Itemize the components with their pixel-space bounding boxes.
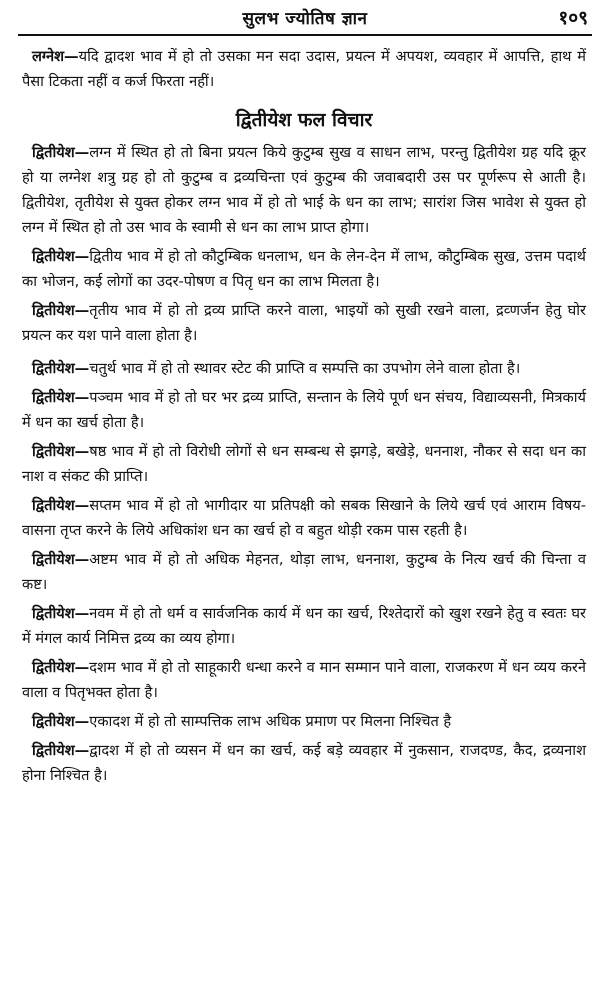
entry-lead: द्वितीयेश— bbox=[32, 360, 90, 377]
section-heading: द्वितीयेश फल विचार bbox=[235, 109, 373, 131]
entry-paragraph bbox=[22, 709, 586, 734]
entry-paragraph bbox=[22, 655, 586, 705]
intro-paragraph bbox=[22, 44, 586, 94]
entry-lead: द्वितीयेश— bbox=[32, 144, 90, 161]
running-header bbox=[18, 0, 592, 36]
entry-text: अष्टम भाव में हो तो अधिक मेहनत, थोड़ा लाभ, धननाश, कुटुम्ब के नित्य खर्च की चिन्ता व कष्ट। bbox=[22, 551, 586, 593]
entry-paragraph bbox=[22, 356, 586, 381]
entry-text: लग्न में स्थित हो तो बिना प्रयत्न किये कुटुम्ब सुख व साधन लाभ, परन्तु द्वितीयेश ग्रह यदि क्रूर हो या लग्नेश शत्रु ग्रह हो तो कुटुम्ब व द्रव्यचिन्ता एवं कुटुम्ब की जवाबदारी उस पर पूर्णरूप से आती है। द्वितीयेश, तृतीयेश से युक्त होकर लग्न भाव में हो तो भाई के धन का लाभ; सारांश जिस भावेश से युक्त हो लग्न में स्थित हो तो उस भाव के स्वामी से धन का लाभ प्राप्त होगा। bbox=[22, 144, 586, 236]
entry-lead: द्वितीयेश— bbox=[32, 248, 90, 265]
entry-lead: द्वितीयेश— bbox=[32, 302, 90, 319]
entry-lead: द्वितीयेश— bbox=[32, 443, 90, 460]
entry-text: तृतीय भाव में हो तो द्रव्य प्राप्ति करने वाला, भाइयों को सुखी रखने वाला, द्रव्णर्जन हेतु घोर प्रयत्न कर यश पाने वाला होता है। bbox=[22, 302, 586, 344]
entry-lead: द्वितीयेश— bbox=[32, 497, 90, 514]
entry-paragraph bbox=[22, 385, 586, 435]
entry-paragraph bbox=[22, 493, 586, 543]
entry-text: सप्तम भाव में हो तो भागीदार या प्रतिपक्षी को सबक सिखाने के लिये खर्च एवं आराम विषय-वासना तृप्त करने के लिये अधिकांश धन का खर्च हो व बहुत थोड़ी रकम पास रहती है। bbox=[22, 497, 586, 539]
entry-lead: द्वितीयेश— bbox=[32, 605, 90, 622]
entry-paragraph bbox=[22, 547, 586, 597]
entry-lead: द्वितीयेश— bbox=[32, 713, 90, 730]
entry-paragraph bbox=[22, 298, 586, 348]
page-number: १०९ bbox=[558, 7, 588, 29]
entry-paragraph bbox=[22, 439, 586, 489]
entry-text: चतुर्थ भाव में हो तो स्थावर स्टेट की प्राप्ति व सम्पत्ति का उपभोग लेने वाला होता है। bbox=[89, 360, 521, 377]
entry-text: द्वादश में हो तो व्यसन में धन का खर्च, कई बड़े व्यवहार में नुकसान, राजदण्ड, कैद, द्रव्यनाश होना निश्चित है। bbox=[22, 742, 586, 784]
entry-lead: द्वितीयेश— bbox=[32, 551, 90, 568]
entry-lead: द्वितीयेश— bbox=[32, 659, 90, 676]
entry-text: नवम में हो तो धर्म व सार्वजनिक कार्य में धन का खर्च, रिश्तेदारों को खुश रखने हेतु व स्वतः घर में मंगल कार्य निमित्त द्रव्य का व्यय होगा। bbox=[22, 605, 586, 647]
entry-paragraph bbox=[22, 140, 586, 240]
entry-text: षष्ठ भाव में हो तो विरोधी लोगों से धन सम्बन्ध से झगड़े, बखेड़े, धननाश, नौकर से सदा धन का नाश व संकट की प्राप्ति। bbox=[22, 443, 586, 485]
entry-lead: द्वितीयेश— bbox=[32, 742, 90, 759]
entry-text: दशम भाव में हो तो साहूकारी धन्धा करने व मान सम्मान पाने वाला, राजकरण में धन व्यय करने वाला व पितृभक्त होता है। bbox=[22, 659, 586, 701]
entry-text: द्वितीय भाव में हो तो कौटुम्बिक धनलाभ, धन के लेन-देन में लाभ, कौटुम्बिक सुख, उत्तम पदार्थ का भोजन, कई लोगों का उदर-पोषण व पितृ धन का लाभ मिलता है। bbox=[22, 248, 586, 290]
intro-lead: लग्नेश— bbox=[32, 48, 79, 65]
entry-paragraph bbox=[22, 601, 586, 651]
entry-paragraph bbox=[22, 244, 586, 294]
entry-lead: द्वितीयेश— bbox=[32, 389, 90, 406]
entry-text: एकादश में हो तो साम्पत्तिक लाभ अधिक प्रमाण पर मिलना निश्चित है bbox=[89, 713, 452, 730]
entry-paragraph bbox=[22, 738, 586, 788]
entry-text: पञ्चम भाव में हो तो घर भर द्रव्य प्राप्ति, सन्तान के लिये पूर्ण धन संचय, विद्याव्यसनी, मित्रकार्य में धन का खर्च होता है। bbox=[22, 389, 586, 431]
intro-text: यदि द्वादश भाव में हो तो उसका मन सदा उदास, प्रयत्न में अपयश, व्यवहार में आपत्ति, हाथ में पैसा टिकता नहीं व कर्ज फिरता नहीं। bbox=[22, 48, 586, 90]
running-title: सुलभ ज्योतिष ज्ञान bbox=[242, 9, 368, 29]
